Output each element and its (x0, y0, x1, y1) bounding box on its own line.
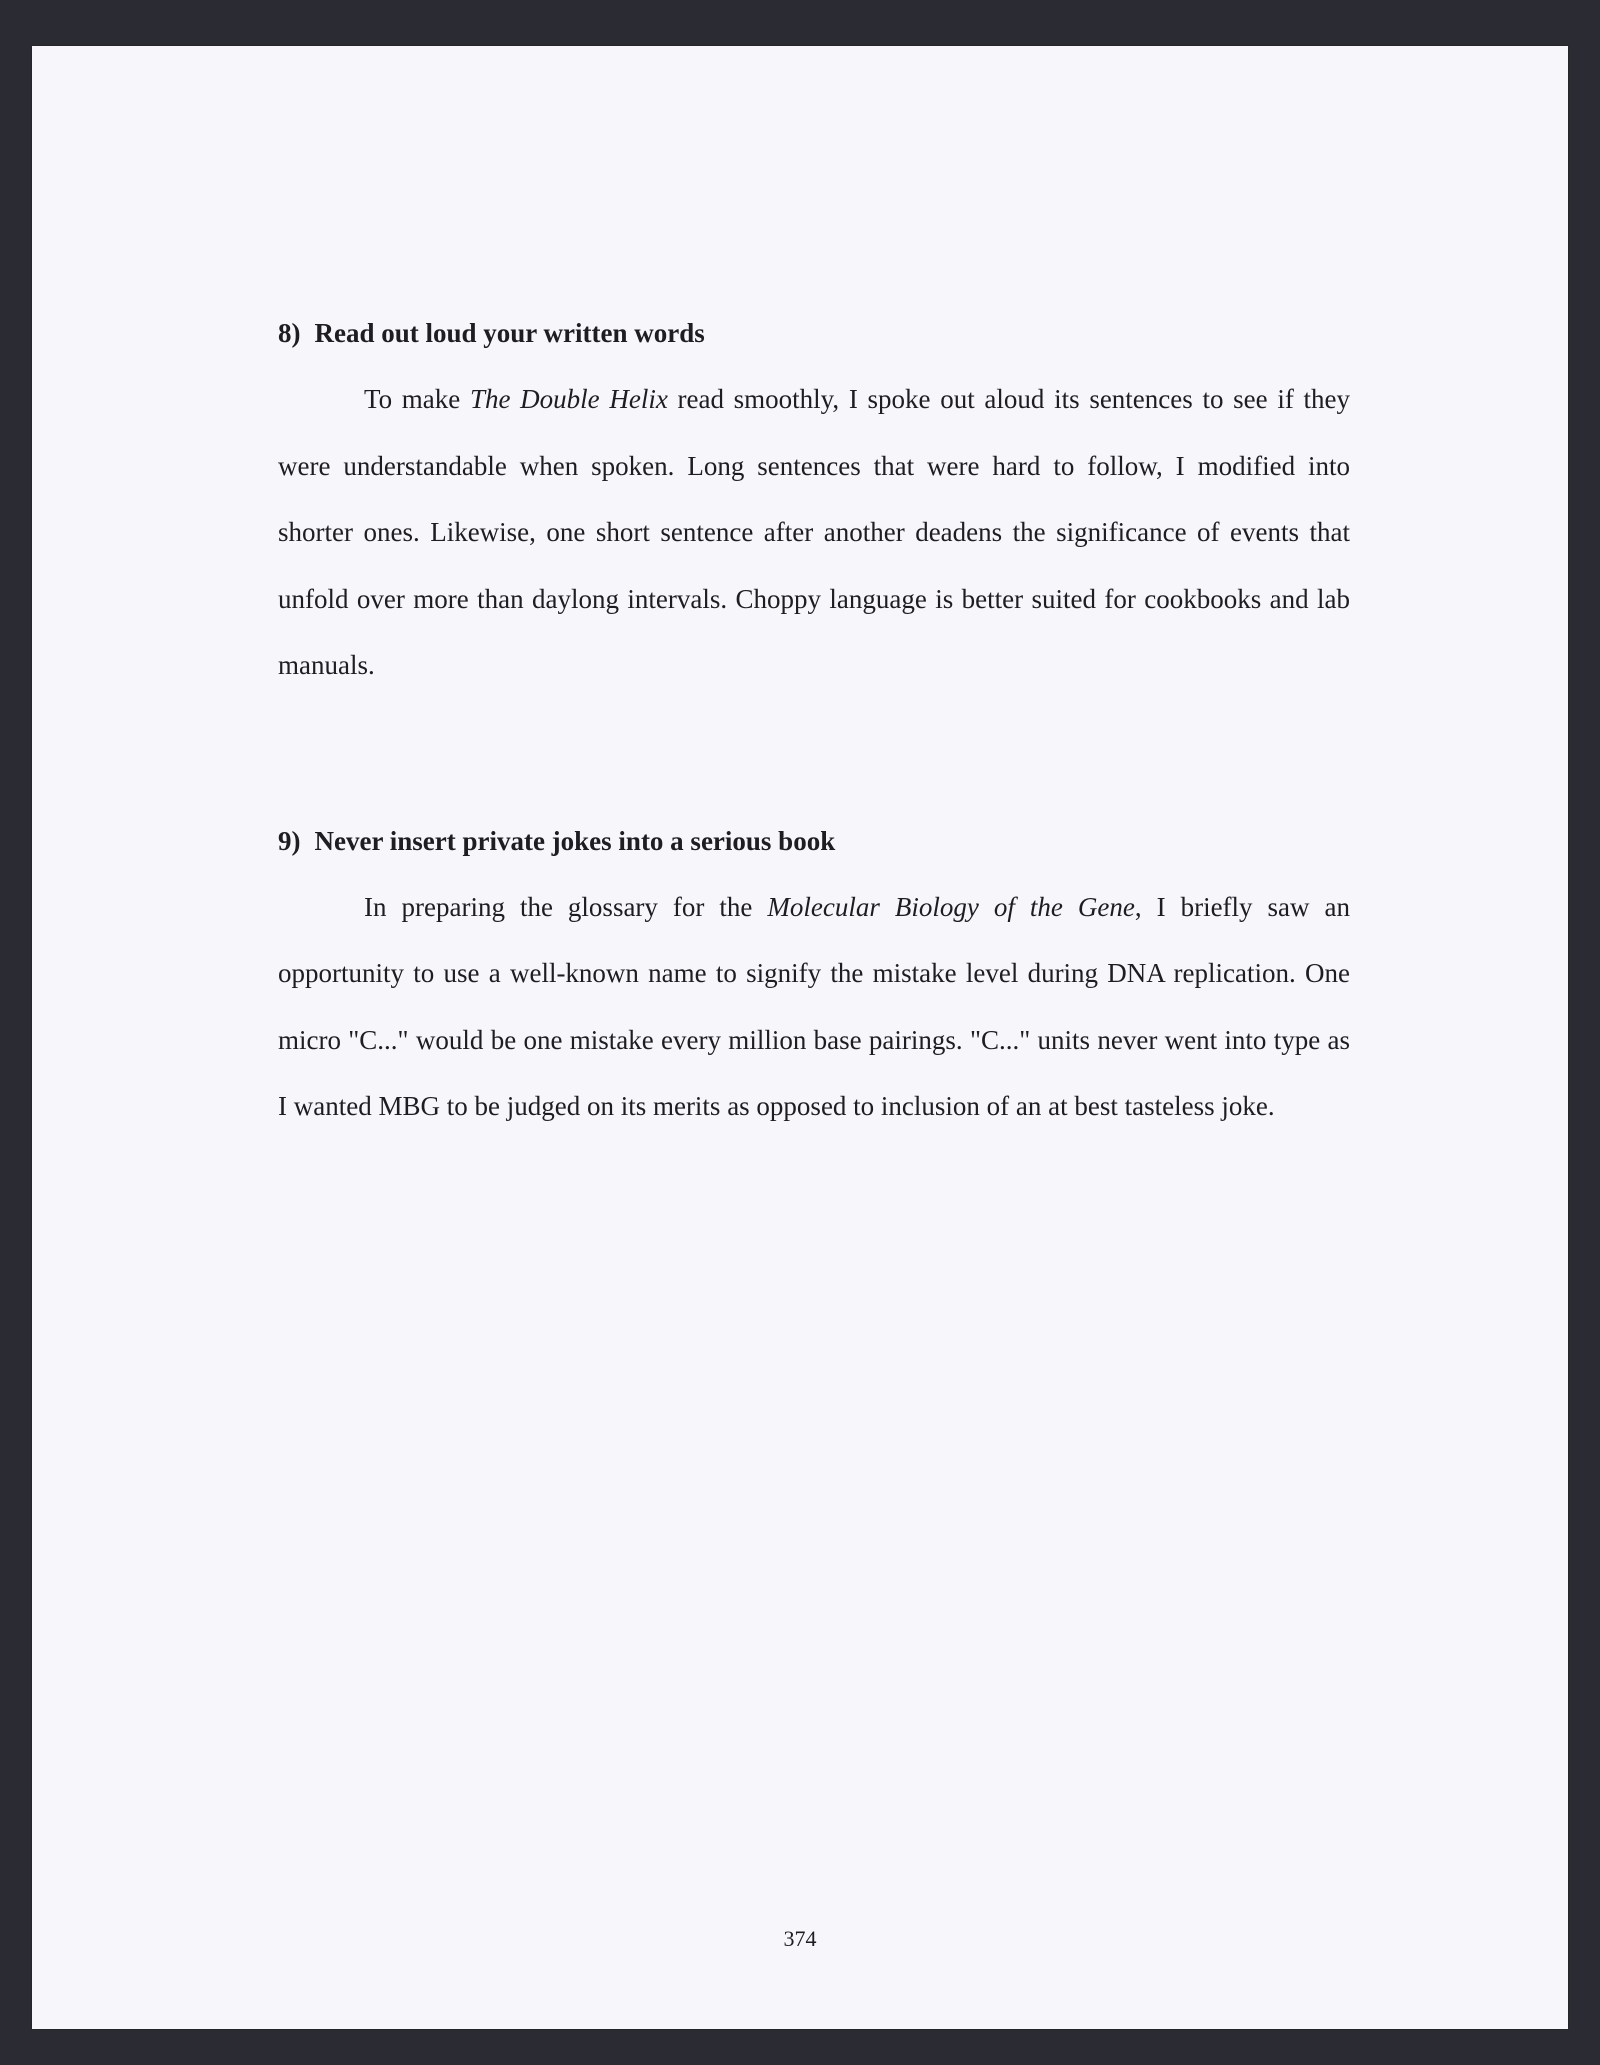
section-heading (278, 824, 1350, 858)
page-content (278, 316, 1350, 1140)
page-number: 374 (783, 1926, 817, 1951)
paragraph-text: To make (364, 384, 470, 414)
section-number: 8) (278, 318, 301, 348)
section-9 (278, 824, 1350, 1140)
book-title: The Double Helix (469, 384, 668, 414)
section-paragraph (278, 874, 1350, 1140)
paragraph-text: In preparing the glossary for the (364, 891, 768, 922)
section-number: 9) (278, 825, 301, 856)
book-title: Molecular Biology of the Gene (767, 891, 1135, 922)
paragraph-text: read smoothly, I spoke out aloud its sentences to see if they were understandable when spoken. Long sentences that were hard to follow, I modified into shorter ones. Likewise, one short sentence after another deadens the significance of events that unfold over more than daylong intervals. Choppy language is better suited for cookbooks and lab manuals. (278, 384, 1350, 680)
section-8 (278, 316, 1350, 699)
section-paragraph (278, 366, 1350, 699)
document-page (32, 46, 1568, 2029)
paragraph-text: , I briefly saw an opportunity to use a well-known name to signify the mistake level during DNA replication. One micro "C..." would be one mistake every million base pairings. "C..." units never went into type as I wanted MBG to be judged on its merits as opposed to inclusion of an at best tasteless joke. (278, 891, 1351, 1121)
section-title: Read out loud your written words (314, 318, 705, 348)
section-heading (278, 316, 1350, 350)
section-title: Never insert private jokes into a serious book (314, 825, 836, 856)
